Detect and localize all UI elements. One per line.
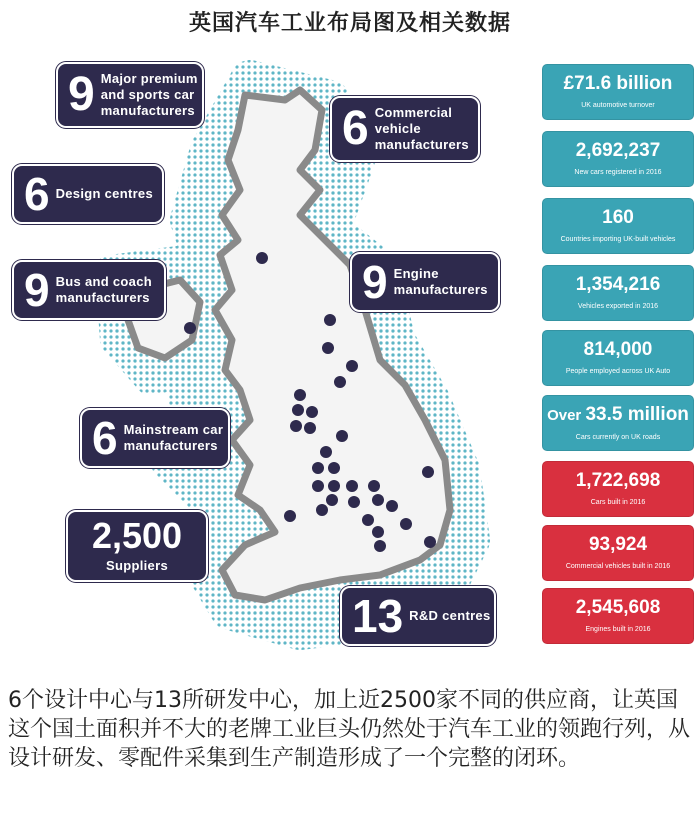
callout-number: 9 bbox=[24, 264, 50, 316]
stat-label: Countries importing UK-built vehicles bbox=[560, 236, 676, 243]
site-dot bbox=[322, 342, 334, 354]
site-dot bbox=[290, 420, 302, 432]
stat-vehicles-exported bbox=[542, 265, 694, 321]
site-dot bbox=[346, 360, 358, 372]
site-dot bbox=[334, 376, 346, 388]
callout-number: 9 bbox=[68, 68, 95, 121]
site-dot bbox=[328, 462, 340, 474]
callout-label: Major premium and sports car manufacturers bbox=[100, 71, 198, 118]
stat-label: Commercial vehicles built in 2016 bbox=[565, 563, 671, 570]
callout-commercial-vehicle bbox=[330, 96, 480, 162]
callout-number: 13 bbox=[352, 590, 404, 642]
callout-label: Bus and coach manufacturers bbox=[55, 274, 152, 305]
callout-label: Commercial vehicle manufacturers bbox=[374, 105, 469, 152]
stat-value: £71.6 billion bbox=[563, 73, 673, 94]
stat-cars-on-roads bbox=[542, 395, 694, 451]
site-dot bbox=[348, 496, 360, 508]
stat-new-cars-registered bbox=[542, 131, 694, 187]
callout-suppliers bbox=[66, 510, 208, 582]
callout-label: Mainstream car manufacturers bbox=[123, 422, 224, 453]
site-dot bbox=[320, 446, 332, 458]
site-dot bbox=[312, 480, 324, 492]
site-dot bbox=[374, 540, 386, 552]
site-dot bbox=[368, 480, 380, 492]
site-dot bbox=[324, 314, 336, 326]
callout-rd-centres bbox=[340, 586, 496, 646]
callout-bus-coach bbox=[12, 260, 166, 320]
site-dot bbox=[346, 480, 358, 492]
stat-value: 93,924 bbox=[588, 534, 648, 555]
stat-value: 2,692,237 bbox=[575, 140, 661, 161]
site-dot bbox=[294, 389, 306, 401]
site-dot bbox=[372, 526, 384, 538]
stat-engines-built bbox=[542, 588, 694, 644]
site-dot bbox=[306, 406, 318, 418]
callout-label: Suppliers bbox=[106, 558, 168, 573]
page-title: 英国汽车工业布局图及相关数据 bbox=[188, 11, 511, 36]
stat-value: 1,722,698 bbox=[575, 470, 661, 491]
site-dot bbox=[312, 462, 324, 474]
site-dot bbox=[422, 466, 434, 478]
callout-label: R&D centres bbox=[409, 608, 491, 623]
site-dot bbox=[316, 504, 328, 516]
stat-label: Cars built in 2016 bbox=[590, 499, 646, 506]
stat-value: 814,000 bbox=[583, 339, 653, 360]
site-dot bbox=[336, 430, 348, 442]
callout-engine bbox=[350, 252, 500, 312]
callout-number: 9 bbox=[362, 256, 388, 308]
site-dot bbox=[362, 514, 374, 526]
site-dot bbox=[292, 404, 304, 416]
site-dot bbox=[328, 480, 340, 492]
site-dot bbox=[284, 510, 296, 522]
callout-number: 2,500 bbox=[91, 515, 183, 556]
callout-premium-sports bbox=[56, 62, 204, 128]
site-dot bbox=[326, 494, 338, 506]
stat-commercial-vehicles-built bbox=[542, 525, 694, 581]
stat-value bbox=[543, 404, 693, 427]
stat-people-employed bbox=[542, 330, 694, 386]
callout-design-centres bbox=[12, 164, 164, 224]
callout-label: Design centres bbox=[55, 186, 153, 201]
stat-value-main: 33.5 million bbox=[585, 404, 689, 425]
caption-text: 6个设计中心与13所研发中心，加上近2500家不同的供应商，让英国这个国土面积并不大的老牌工业巨头仍然处于汽车工业的领跑行列，从设计研发、零配件采集到生产制造形成了一个完整的闭环。 bbox=[8, 688, 691, 771]
stat-label: New cars registered in 2016 bbox=[574, 169, 662, 176]
callout-mainstream-car bbox=[80, 408, 230, 468]
site-dot bbox=[386, 500, 398, 512]
callout-number: 6 bbox=[92, 412, 118, 464]
stat-label: Cars currently on UK roads bbox=[575, 434, 661, 441]
stat-turnover bbox=[542, 64, 694, 120]
site-dot bbox=[184, 322, 196, 334]
site-dot bbox=[304, 422, 316, 434]
callout-number: 6 bbox=[342, 102, 369, 155]
stat-value-prefix: Over bbox=[547, 407, 586, 424]
site-dot bbox=[256, 252, 268, 264]
stat-label: UK automotive turnover bbox=[581, 102, 655, 109]
stat-label: Vehicles exported in 2016 bbox=[577, 303, 659, 310]
stat-value: 1,354,216 bbox=[575, 274, 661, 295]
stat-countries-importing bbox=[542, 198, 694, 254]
stat-value: 2,545,608 bbox=[575, 597, 661, 618]
callout-label: Engine manufacturers bbox=[393, 266, 488, 297]
site-dot bbox=[424, 536, 436, 548]
callout-number: 6 bbox=[24, 168, 50, 220]
stat-label: Engines built in 2016 bbox=[585, 626, 651, 633]
site-dot bbox=[372, 494, 384, 506]
stat-value: 160 bbox=[602, 207, 634, 228]
stat-label: People employed across UK Auto bbox=[565, 368, 671, 375]
site-dot bbox=[400, 518, 412, 530]
stat-cars-built bbox=[542, 461, 694, 517]
